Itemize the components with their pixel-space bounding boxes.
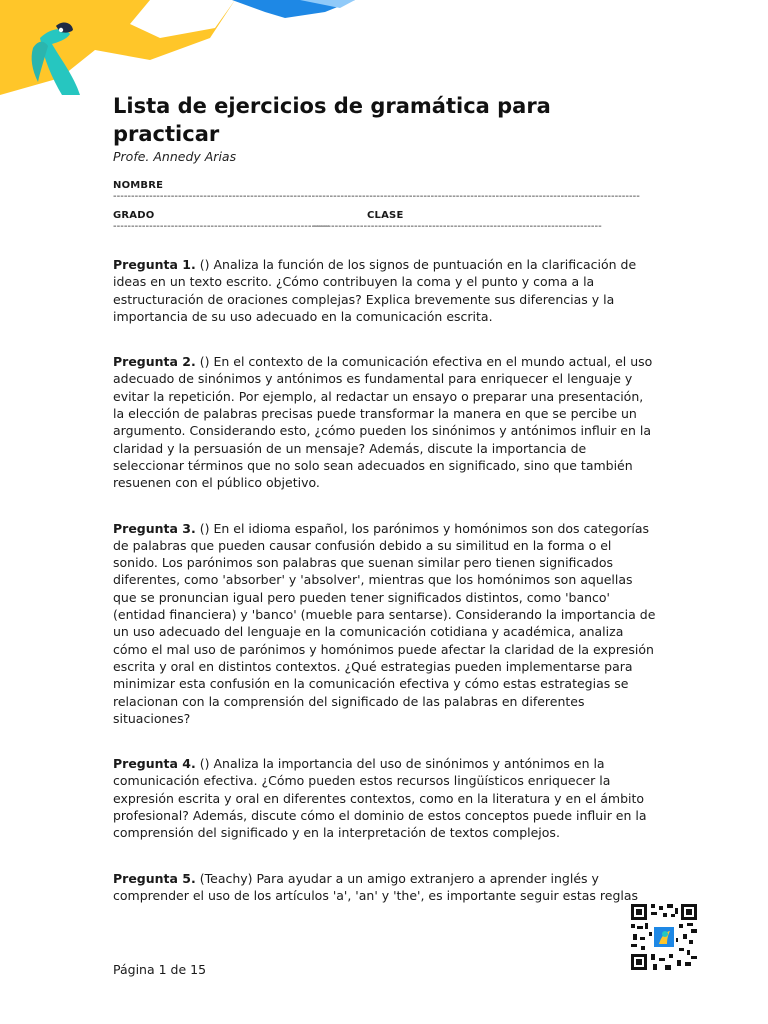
grado-label: GRADO: [113, 210, 155, 221]
nombre-label: NOMBRE: [113, 180, 164, 191]
nombre-field: [113, 180, 658, 203]
question-label: Pregunta 2.: [113, 354, 196, 370]
question-label: Pregunta 5.: [113, 870, 196, 886]
grado-line: ------------------------------------------------------------: [113, 221, 330, 232]
nombre-line: --------------------------------------------------------------------------------------------------------------------------------------------------: [113, 191, 640, 202]
grado-field: [113, 210, 330, 233]
page-number: Página 1 de 15: [113, 962, 207, 977]
question-4: [113, 755, 658, 841]
question-text: () Analiza la importancia del uso de sinónimos y antónimos en la comunicación efectiva. ¿Cómo pueden estos recursos lingüísticos enriquecer la expresión escrita y oral en diferentes contextos, como en la literatura y en el ámbito profesional? Además, discute cómo el dominio de estos conceptos puede influir en la comprensión del significado y en la interpretación de textos complejos.: [113, 756, 647, 841]
question-3: [113, 520, 658, 728]
clase-line: --------------------------------------------------------------------------------: [313, 221, 602, 232]
question-5: [113, 870, 658, 905]
clase-field: [313, 210, 602, 233]
grado-clase-row: [113, 210, 658, 233]
clase-label: CLASE: [367, 210, 404, 221]
author-name: Profe. Annedy Arias: [113, 149, 237, 164]
question-text: () En el idioma español, los parónimos y homónimos son dos categorías de palabras que pueden causar confusión debido a su similitud en la forma o el sonido. Los parónimos son palabras que suenan similar pero tienen significados diferentes, como 'absorber' y 'absolver', mientras que los homónimos son aquellas que se pronuncian igual pero pueden tener significados distintos, como 'banco' (entidad financiera) y 'banco' (mueble para sentarse). Considerando la importancia de un uso adecuado del lenguaje en la comunicación cotidiana y académica, analiza cómo el mal uso de parónimos y homónimos puede afectar la claridad de la expresión escrita y oral en distintos contextos. ¿Qué estrategias pueden implementarse para minimizar esta confusión en la comunicación efectiva y cómo estas estrategias se relacionan con la comprensión del significado de las palabras en diferentes situaciones?: [113, 520, 656, 726]
question-label: Pregunta 4.: [113, 756, 196, 772]
question-label: Pregunta 3.: [113, 520, 196, 536]
question-text: (Teachy) Para ayudar a un amigo extranjero a aprender inglés y comprender el uso de los artículos 'a', 'an' y 'the', es importante seguir estas reglas: [113, 870, 639, 903]
qr-code-icon[interactable]: [631, 904, 697, 970]
header-decoration: [0, 0, 768, 100]
question-1: [113, 256, 658, 325]
question-text: () En el contexto de la comunicación efectiva en el mundo actual, el uso adecuado de sinónimos y antónimos es fundamental para enriquecer el lenguaje y evitar la repetición. Por ejemplo, al redactar un ensayo o preparar una presentación, la elección de palabras precisas puede transformar la manera en que se percibe un argumento. Considerando esto, ¿cómo pueden los sinónimos y antónimos influir en la claridad y la persuasión de un mensaje? Además, discute la importancia de seleccionar términos que no solo sean adecuados en significado, sino que también resuenen con el público objetivo.: [113, 354, 653, 491]
question-text: () Analiza la función de los signos de puntuación en la clarificación de ideas en un texto escrito. ¿Cómo contribuyen la coma y el punto y coma a la estructuración de oraciones complejas? Explica brevemente sus diferencias y la importancia de su uso adecuado en la comunicación escrita.: [113, 257, 637, 324]
question-label: Pregunta 1.: [113, 257, 196, 272]
document-body: [113, 92, 658, 904]
question-2: [113, 353, 658, 491]
page-title: Lista de ejercicios de gramática para practicar: [113, 94, 551, 146]
